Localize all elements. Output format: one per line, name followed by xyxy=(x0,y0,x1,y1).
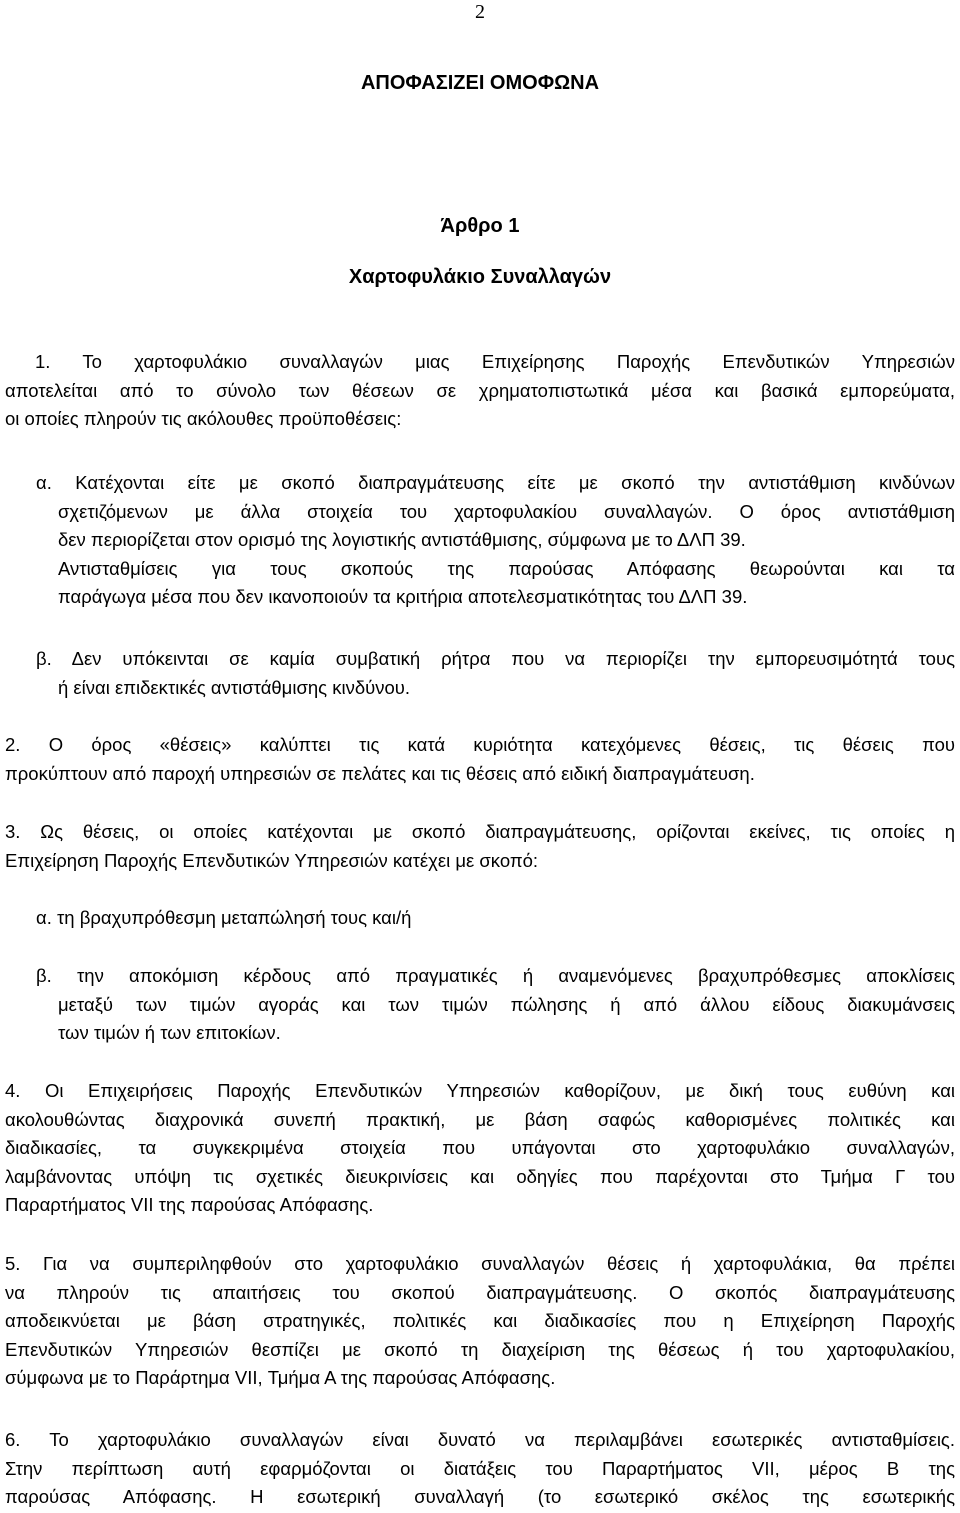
paragraph-line: παρούσας Απόφασης. Η εσωτερική συναλλαγή (το εσωτερικό σκέλος της εσωτερικής xyxy=(5,1486,955,1507)
paragraph-line: αποδεικνύεται με βάση στρατηγικές, πολιτικές και διαδικασίες που η Επιχείρηση Παροχής xyxy=(5,1310,955,1331)
paragraph-line: ακολουθώντας διαχρονικά συνεπή πρακτική, με βάση σαφώς καθορισμένες πολιτικές και xyxy=(5,1108,955,1130)
paragraph-line: παράγωγα μέσα που δεν ικανοποιούν τα κριτήρια αποτελεσματικότητας του ΔΛΠ 39. xyxy=(58,586,748,607)
paragraph-1 xyxy=(5,348,955,434)
paragraph-line: προκύπτουν από παροχή υπηρεσιών σε πελάτες και τις θέσεις από ειδική διαπραγμάτευση. xyxy=(5,762,755,784)
paragraph-3b xyxy=(36,962,955,1048)
paragraph-line: β. Δεν υπόκεινται σε καμία συμβατική ρήτρα που να περιορίζει την εμπορευσιμότητά τους xyxy=(36,648,955,669)
paragraph-line: 5. Για να συμπεριληφθούν στο χαρτοφυλάκιο συναλλαγών θέσεις ή χαρτοφυλάκια, θα πρέπει xyxy=(5,1253,955,1274)
paragraph-3 xyxy=(5,818,955,875)
paragraph-3a xyxy=(36,904,955,933)
paragraph-line: οι οποίες πληρούν τις ακόλουθες προϋποθέσεις: xyxy=(5,408,402,429)
paragraph-line: α. Κατέχονται είτε με σκοπό διαπραγμάτευσης είτε με σκοπό την αντιστάθμιση κινδύνων xyxy=(36,472,955,493)
paragraph-line: Στην περίπτωση αυτή εφαρμόζονται οι διατάξεις του Παραρτήματος VII, μέρος Β της xyxy=(5,1457,955,1479)
paragraph-line: σύμφωνα με το Παράρτημα VII, Τμήμα Α της παρούσας Απόφασης. xyxy=(5,1367,556,1388)
paragraph-line: λαμβάνοντας υπόψη τις σχετικές διευκρινίσεις και οδηγίες που παρέχονται στο Τμήμα Γ του xyxy=(5,1165,955,1187)
paragraph-line: 3. Ως θέσεις, οι οποίες κατέχονται με σκοπό διαπραγμάτευσης, ορίζονται εκείνες, τις οποίες η xyxy=(5,821,955,842)
page-number: 2 xyxy=(475,1,485,23)
paragraph-4 xyxy=(5,1077,955,1220)
paragraph-line: διαδικασίες, τα συγκεκριμένα στοιχεία που υπάγονται στο χαρτοφυλάκιο συναλλαγών, xyxy=(5,1137,955,1158)
paragraph-line: β. την αποκόμιση κέρδους από πραγματικές ή αναμενόμενες βραχυπρόθεσμες αποκλίσεις xyxy=(36,965,955,986)
paragraph-5 xyxy=(5,1250,955,1393)
decision-heading: ΑΠΟΦΑΣΙΖΕΙ ΟΜΟΦΩΝΑ xyxy=(360,72,600,94)
article-number: Άρθρο 1 xyxy=(440,215,520,237)
paragraph-line: 2. Ο όρος «θέσεις» καλύπτει τις κατά κυριότητα κατεχόμενες θέσεις, τις θέσεις που xyxy=(5,734,955,755)
paragraph-line: 6. Το χαρτοφυλάκιο συναλλαγών είναι δυνατό να περιλαμβάνει εσωτερικές αντισταθμίσεις. xyxy=(5,1429,955,1450)
article-title: Χαρτοφυλάκιο Συναλλαγών xyxy=(348,266,612,288)
paragraph-line: Αντισταθμίσεις για τους σκοπούς της παρούσας Απόφασης θεωρούνται και τα xyxy=(58,557,955,579)
paragraph-line: αποτελείται από το σύνολο των θέσεων σε χρηματοπιστωτικά μέσα και βασικά εμπορεύματα, xyxy=(5,379,955,401)
paragraph-line: 1. Το χαρτοφυλάκιο συναλλαγών μιας Επιχείρησης Παροχής Επενδυτικών Υπηρεσιών xyxy=(35,351,955,372)
paragraph-2 xyxy=(5,731,955,788)
paragraph-line: Επιχείρηση Παροχής Επενδυτικών Υπηρεσιών κατέχει με σκοπό: xyxy=(5,849,539,871)
paragraph-line: μεταξύ των τιμών αγοράς και των τιμών πώλησης ή από άλλου είδους διακυμάνσεις xyxy=(58,993,955,1015)
paragraph-line: Επενδυτικών Υπηρεσιών θεσπίζει με σκοπό τη διαχείριση της θέσεως ή του χαρτοφυλακίου, xyxy=(5,1338,955,1360)
paragraph-1b xyxy=(36,645,955,702)
paragraph-line: α. τη βραχυπρόθεσμη μεταπώλησή τους και/ή xyxy=(36,907,412,928)
paragraph-1a xyxy=(36,469,955,612)
paragraph-line: σχετιζόμενων με άλλα στοιχεία του χαρτοφυλακίου συναλλαγών. Ο όρος αντιστάθμιση xyxy=(58,500,955,522)
paragraph-line: ή είναι επιδεκτικές αντιστάθμισης κινδύνου. xyxy=(58,676,411,698)
paragraph-line: δεν περιορίζεται στον ορισμό της λογιστικής αντιστάθμισης, σύμφωνα με το ΔΛΠ 39. xyxy=(58,529,746,550)
paragraph-line: των τιμών ή των επιτοκίων. xyxy=(58,1022,281,1043)
paragraph-6 xyxy=(5,1426,955,1512)
paragraph-line: Παραρτήματος VII της παρούσας Απόφασης. xyxy=(5,1194,374,1215)
paragraph-line: να πληρούν τις απαιτήσεις του σκοπού διαπραγμάτευσης. Ο σκοπός διαπραγμάτευσης xyxy=(5,1281,955,1303)
paragraph-line: 4. Οι Επιχειρήσεις Παροχής Επενδυτικών Υπηρεσιών καθορίζουν, με δική τους ευθύνη και xyxy=(5,1080,955,1101)
